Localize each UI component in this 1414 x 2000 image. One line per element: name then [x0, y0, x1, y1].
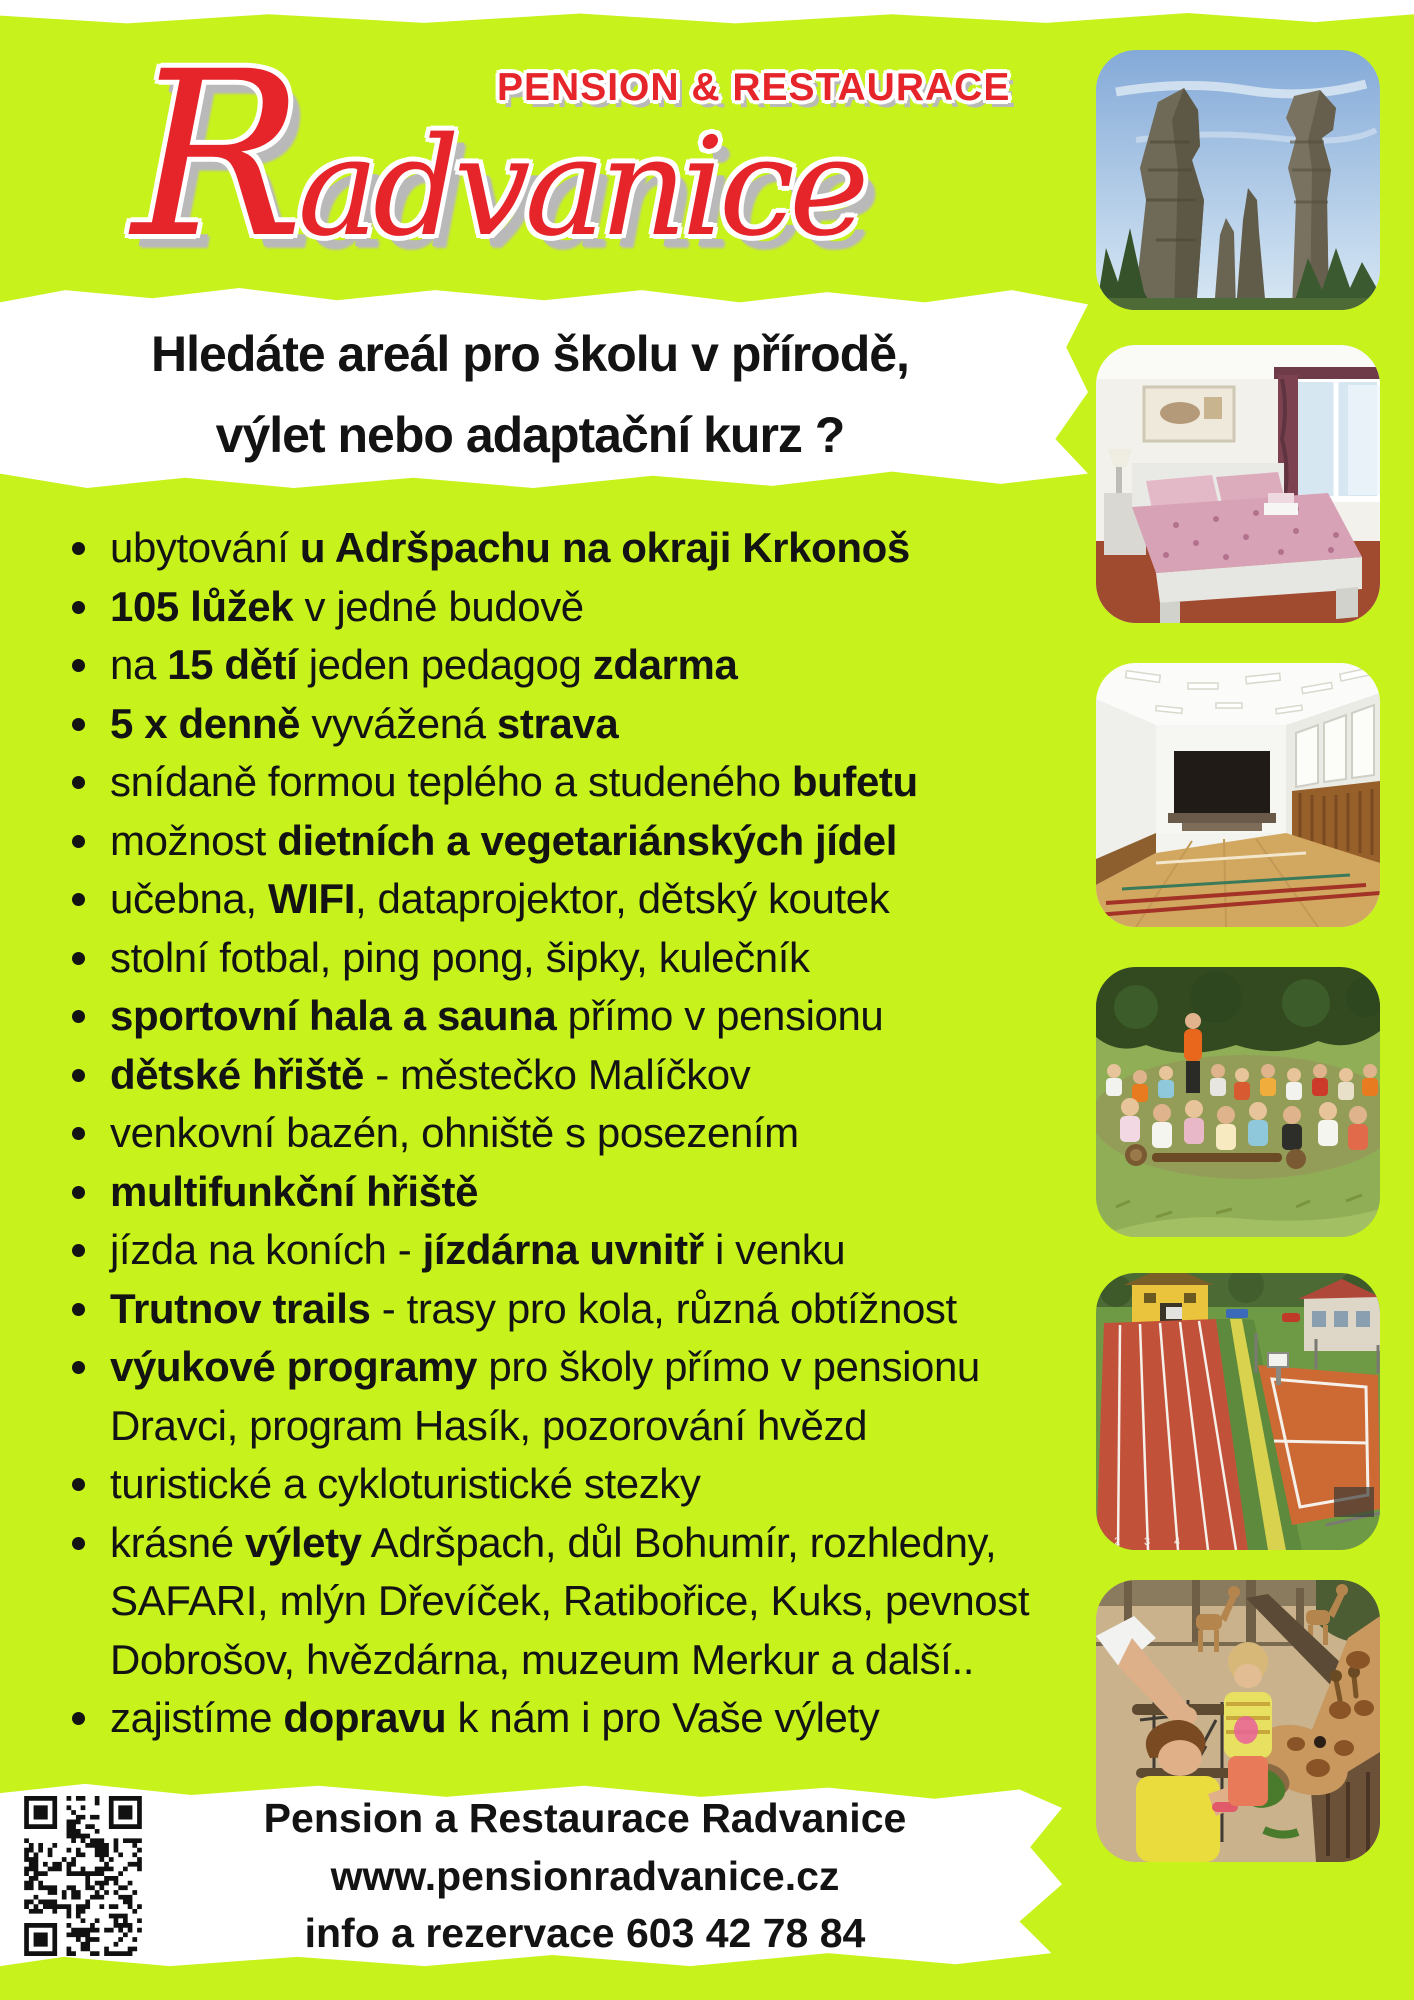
contact-phone: info a rezervace 603 42 78 84 [304, 1910, 866, 1956]
logo-subtitle: PENSION & RESTAURACE [497, 66, 1011, 109]
list-item: zajistíme dopravu k nám i pro Vaše výlety [64, 1689, 1074, 1748]
logo-rest: advanice [297, 109, 864, 267]
photo-adrspach-rocks [1096, 50, 1380, 310]
list-item: venkovní bazén, ohniště s posezením [64, 1104, 1074, 1163]
list-item: výukové programy pro školy přímo v pensionu Dravci, program Hasík, pozorování hvězd [64, 1338, 1074, 1455]
logo-initial: R [132, 22, 298, 288]
page-title-line2: výlet nebo adaptační kurz ? [215, 407, 845, 463]
rocks-illustration [1096, 50, 1380, 310]
svg-text:4: 4 [1174, 1536, 1181, 1548]
page-title [20, 314, 1040, 476]
features-list [64, 519, 1074, 1748]
qr-code-graphic [24, 1796, 142, 1956]
list-item: Trutnov trails - trasy pro kola, různá obtížnost [64, 1280, 1074, 1339]
list-item: sportovní hala a sauna přímo v pensionu [64, 987, 1074, 1046]
photo-sports-hall [1096, 663, 1380, 927]
photo-sports-field [1096, 1273, 1380, 1550]
giraffe-illustration [1096, 1580, 1380, 1862]
logo-radvanice [132, 22, 863, 288]
list-item: učebna, WIFI, dataprojektor, dětský koutek [64, 870, 1074, 929]
sports-hall-illustration [1096, 663, 1380, 927]
list-item: na 15 dětí jeden pedagog zdarma [64, 636, 1074, 695]
list-item: dětské hřiště - městečko Malíčkov [64, 1046, 1074, 1105]
contact-website: www.pensionradvanice.cz [330, 1852, 840, 1899]
sports-field-illustration [1096, 1273, 1380, 1550]
qr-code [24, 1796, 142, 1956]
list-item: multifunkční hřiště [64, 1163, 1074, 1222]
list-item: krásné výlety Adršpach, důl Bohumír, rozhledny, SAFARI, mlýn Dřevíček, Ratibořice, Kuks, pevnost Dobrošov, hvězdárna, muzeum Merkur a další.. [64, 1514, 1074, 1690]
list-item: ubytování u Adršpachu na okraji Krkonoš [64, 519, 1074, 578]
page-title-line1: Hledáte areál pro školu v přírodě, [151, 326, 909, 382]
svg-text:3: 3 [1144, 1536, 1151, 1548]
bedroom-illustration [1096, 345, 1380, 623]
list-item: 105 lůžek v jedné budově [64, 578, 1074, 637]
list-item: stolní fotbal, ping pong, šipky, kulečník [64, 929, 1074, 988]
svg-text:2: 2 [1114, 1536, 1121, 1548]
photo-bedroom [1096, 345, 1380, 623]
list-item: jízda na koních - jízdárna uvnitř i venku [64, 1221, 1074, 1280]
list-item: turistické a cykloturistické stezky [64, 1455, 1074, 1514]
photo-children-group [1096, 967, 1380, 1237]
contact-block [170, 1790, 1000, 1963]
contact-name: Pension a Restaurace Radvanice [263, 1795, 907, 1841]
children-group-illustration [1096, 967, 1380, 1237]
list-item: možnost dietních a vegetariánských jídel [64, 812, 1074, 871]
list-item: snídaně formou teplého a studeného bufetu [64, 753, 1074, 812]
photo-giraffe-feeding [1096, 1580, 1380, 1862]
list-item: 5 x denně vyvážená strava [64, 695, 1074, 754]
